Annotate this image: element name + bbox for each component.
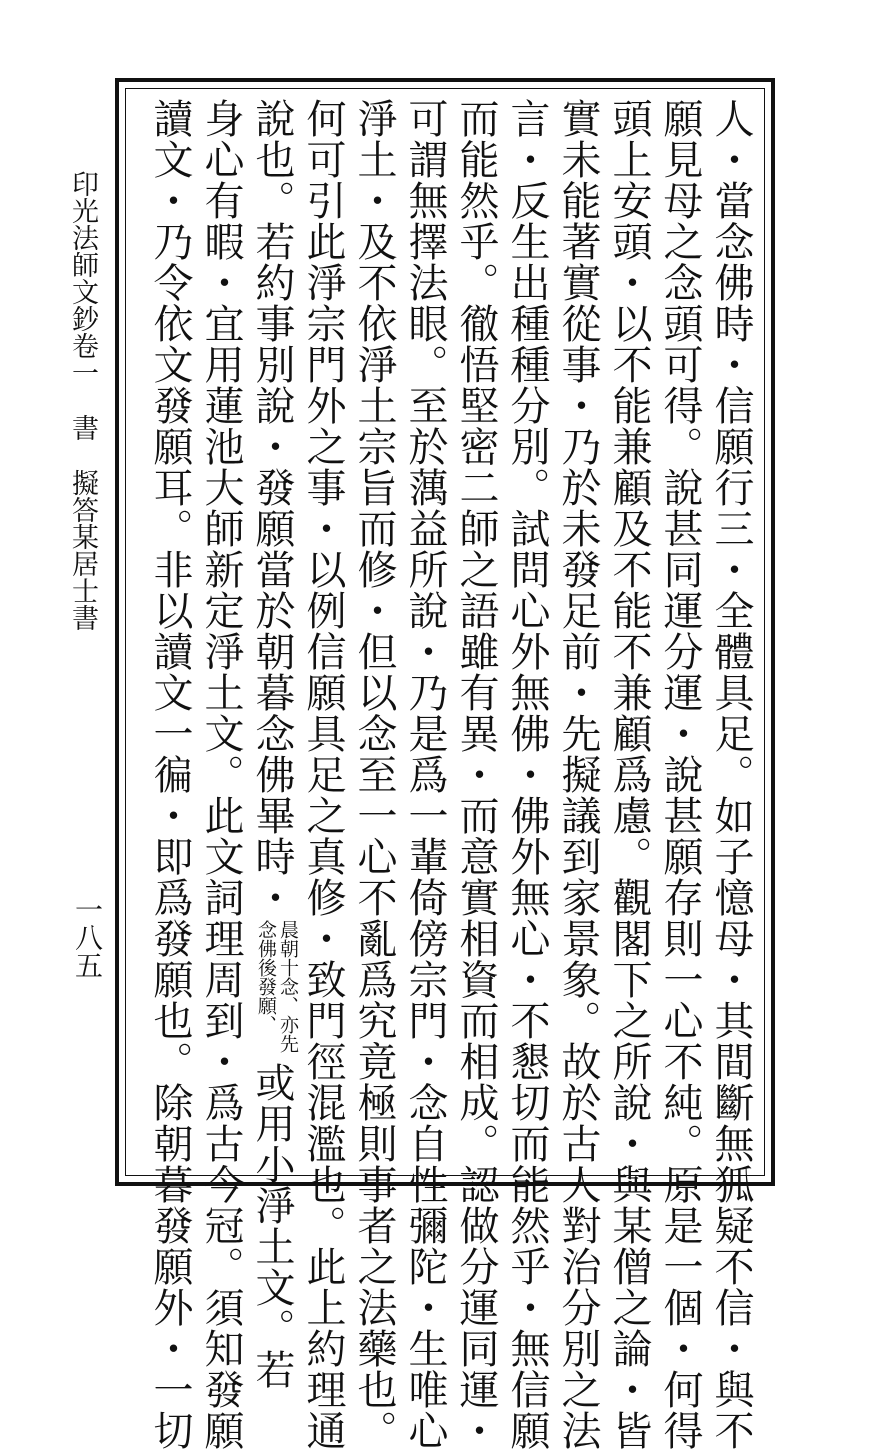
- text-column-5: 言・反生出種種分別。試問心外無佛・佛外無心・不懇切而能然乎・無信願: [504, 98, 550, 1451]
- article-title: 擬答某居士書: [67, 469, 98, 631]
- column-10-main-text-end: 或用小淨土文。若: [249, 1062, 295, 1390]
- text-column-10: [245, 98, 299, 1390]
- text-column-12: 讀文・乃令依文發願耳。非以讀文一徧・即爲發願也。除朝暮發願外・一切: [147, 98, 193, 1451]
- text-column-9: 何可引此淨宗門外之事・以例信願具足之真修・致門徑混濫也。此上約理通: [300, 98, 346, 1451]
- page-number: 一八五: [71, 895, 104, 979]
- interlinear-note: [255, 920, 299, 1060]
- section-title: 書: [67, 414, 98, 441]
- text-column-8: 淨土・及不依淨土宗旨而修・但以念至一心不亂爲究竟極則事者之法藥也。: [351, 98, 397, 1451]
- running-header: [66, 170, 98, 631]
- column-10-main-text: 說也。若約事別說・發願當於朝暮念佛畢時・: [249, 98, 295, 918]
- text-column-3: 頭上安頭・以不能兼顧及不能不兼顧爲慮。觀閣下之所說・與某僧之論・皆: [606, 98, 652, 1451]
- note-line-2: 念佛後發願、: [255, 920, 277, 1034]
- text-column-7: 可謂無擇法眼。至於蕅益所說・乃是爲一輩倚傍宗門・念自性彌陀・生唯心: [402, 98, 448, 1451]
- text-column-11: 身心有暇・宜用蓮池大師新定淨土文。此文詞理周到・爲古今冠。須知發願: [198, 98, 244, 1451]
- text-column-1: 人・當念佛時・信願行三・全體具足。如子憶母・其間斷無狐疑不信・與不: [708, 98, 754, 1451]
- text-column-6: 而能然乎。徹悟堅密二師之語雖有異・而意實相資而相成。認做分運同運・: [453, 98, 499, 1451]
- text-column-4: 實未能著實從事・乃於未發足前・先擬議到家景象。故於古人對治分別之法: [555, 98, 601, 1451]
- book-title: 印光法師文鈔卷一: [67, 170, 98, 386]
- text-column-2: 願見母之念頭可得。說甚同運分運・說甚願存則一心不純。原是一個・何得: [657, 98, 703, 1451]
- note-line-1: 晨朝十念、亦先: [277, 920, 299, 1053]
